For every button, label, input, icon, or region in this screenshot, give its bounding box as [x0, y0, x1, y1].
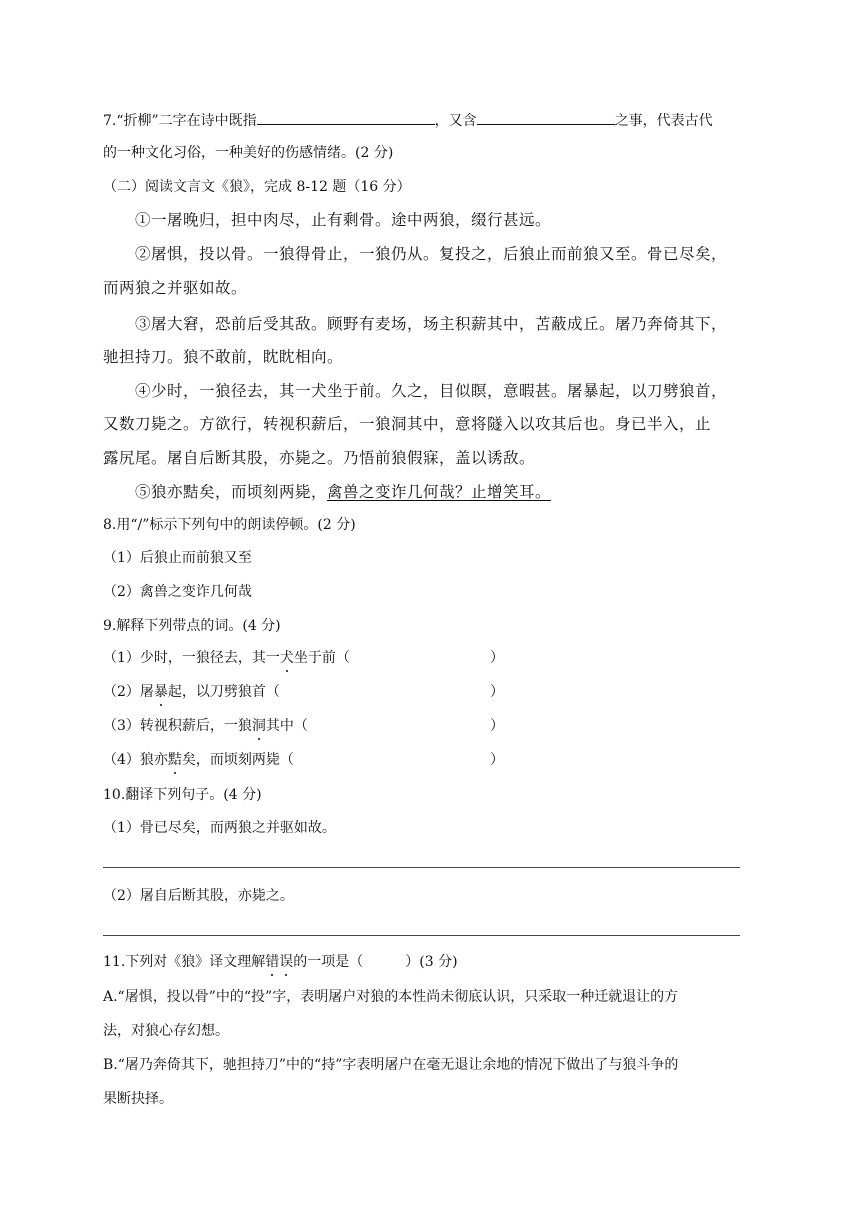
q9-item-1-dotted-word: 犬 — [279, 650, 294, 666]
q9-item-1-pre: （1）少时，一狼径去，其一 — [103, 650, 280, 666]
q8-item-1: （1）后狼止而前狼又至 — [103, 550, 252, 566]
passage-p1: ①一屠晚归，担中肉尽，止有剩骨。途中两狼，缀行甚远。 — [135, 211, 552, 229]
passage-p3-line2: 驰担持刀。狼不敢前，眈眈相向。 — [103, 348, 344, 366]
q7-blank-1[interactable] — [257, 110, 435, 125]
q10-answer-line-1[interactable] — [103, 867, 740, 868]
passage-p2-line1: ②屠惧，投以骨。一狼得骨止，一狼仍从。复投之，后狼止而前狼又至。骨已尽矣， — [135, 245, 728, 263]
q9-item-2-post: 起，以刀劈狼首（ — [167, 684, 280, 700]
q9-item-4 — [103, 750, 503, 770]
passage-p3-line1: ③屠大窘，恐前后受其敌。顾野有麦场，场主积薪其中，苫蔽成丘。屠乃奔倚其下， — [135, 315, 728, 333]
q9-item-3-dotted-word: 洞 — [251, 718, 266, 734]
q9-item-4-dotted-word: 黠 — [167, 752, 182, 768]
q11-option-b-line2: 果断抉择。 — [103, 1091, 173, 1107]
q10-stem: 10.翻译下列句子。(4 分) — [103, 787, 262, 803]
q8-stem: 8.用“/”标示下列句中的朗读停顿。(2 分) — [103, 517, 356, 533]
passage-p5-text: ⑤狼亦黠矣，而顷刻两毙， — [135, 483, 328, 501]
q7-text-1: 7.“折柳”二字在诗中既指 — [103, 113, 257, 129]
section2-heading: （二）阅读文言文《狼》，完成 8-12 题（16 分） — [103, 179, 411, 195]
q9-item-3-close-paren: ） — [490, 718, 504, 734]
q10-answer-line-2[interactable] — [103, 935, 740, 936]
q11-stem-pre: 11.下列对《狼》译文理解 — [103, 954, 266, 970]
passage-p5 — [135, 481, 551, 503]
q10-item-1: （1）骨已尽矣，而两狼之并驱如故。 — [103, 820, 336, 836]
q9-item-3-post: 其中（ — [265, 718, 308, 734]
passage-p4-line3: 露尻尾。屠自后断其股，亦毙之。乃悟前狼假寐，盖以诱敌。 — [103, 449, 536, 467]
q10-item-2: （2）屠自后断其股，亦毙之。 — [103, 888, 294, 904]
q9-item-2 — [103, 682, 503, 702]
passage-p4-line2: 又数刀毙之。方欲行，转视积薪后，一狼洞其中，意将隧入以攻其后也。身已半入，止 — [103, 415, 712, 433]
q7-text-2: ，又含 — [434, 113, 477, 129]
q9-stem: 9.解释下列带点的词。(4 分) — [103, 618, 281, 634]
q9-item-2-close-paren: ） — [490, 684, 504, 700]
q9-item-4-pre: （4）狼亦 — [103, 752, 168, 768]
q11-option-a-line2: 法，对狼心存幻想。 — [103, 1023, 229, 1039]
q7-line-1 — [103, 110, 713, 131]
q7-blank-2[interactable] — [477, 110, 615, 125]
q9-item-1-post: 坐于前（ — [293, 650, 350, 666]
q9-item-3 — [103, 716, 503, 736]
q11-stem-dotted-2: 误 — [279, 954, 294, 970]
q8-item-2: （2）禽兽之变诈几何哉 — [103, 584, 252, 600]
q7-text-3: 之事，代表古代 — [614, 113, 713, 129]
q9-item-1 — [103, 648, 503, 668]
passage-p2-line2: 而两狼之并驱如故。 — [103, 279, 248, 297]
q11-stem — [103, 952, 458, 972]
q9-item-4-close-paren: ） — [490, 752, 504, 768]
q9-item-1-close-paren: ） — [490, 650, 504, 666]
q9-item-4-post: 矣，而顷刻两毙（ — [181, 752, 294, 768]
passage-p5-underlined: 禽兽之变诈几何哉？止增笑耳。 — [327, 483, 552, 501]
q11-option-b-line1: B.“屠乃奔倚其下，驰担持刀”中的“持”字表明屠户在毫无退让余地的情况下做出了与狼斗争的 — [103, 1057, 679, 1073]
q11-stem-dotted-1: 错 — [265, 954, 280, 970]
q11-option-a-line1: A.“屠惧，投以骨”中的“投”字，表明屠户对狼的本性尚未彻底认识，只采取一种迁就退让的方 — [103, 989, 679, 1005]
q7-line-2: 的一种文化习俗，一种美好的伤感情绪。(2 分) — [103, 145, 394, 161]
q9-item-2-dotted-word: 暴 — [153, 684, 168, 700]
q9-item-2-pre: （2）屠 — [103, 684, 154, 700]
q11-stem-post: 的一项是（ ）(3 分) — [293, 954, 458, 970]
q9-item-3-pre: （3）转视积薪后，一狼 — [103, 718, 252, 734]
passage-p4-line1: ④少时，一狼径去，其一犬坐于前。久之，目似瞑，意暇甚。屠暴起，以刀劈狼首， — [135, 382, 728, 400]
